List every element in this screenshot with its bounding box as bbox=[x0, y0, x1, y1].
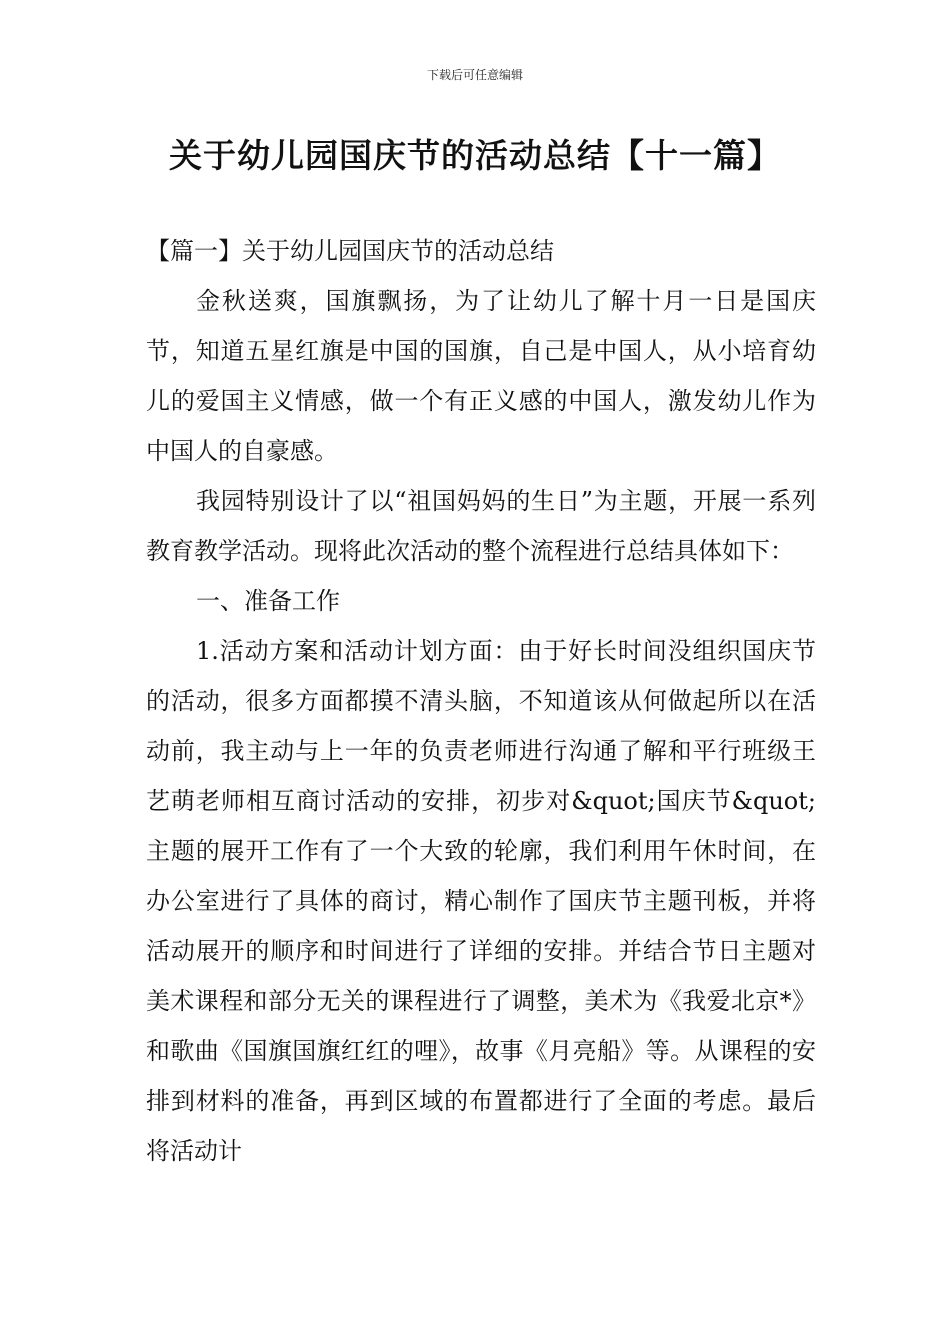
header-note: 下载后可任意编辑 bbox=[426, 68, 523, 82]
paragraph-plan: 1.活动方案和活动计划方面：由于好长时间没组织国庆节的活动，很多方面都摸不清头脑，不知道该从何做起所以在活动前，我主动与上一年的负责老师进行沟通了解和平行班级王艺萌老师相互商讨活动的安排，初步对&quot;国庆节&quot;主题的展开工作有了一个大致的轮廓，我们利用午休时间，在办公室进行了具体的商讨，精心制作了国庆节主题刊板，并将活动展开的顺序和时间进行了详细的安排。并结合节日主题对美术课程和部分无关的课程进行了调整，美术为《我爱北京*》和歌曲《国旗国旗红红的哩》，故事《月亮船》等。从课程的安排到材料的准备，再到区域的布置都进行了全面的考虑。最后将活动计 bbox=[146, 637, 816, 1165]
subheading-preparation: 一、准备工作 bbox=[196, 587, 340, 615]
document-title: 关于幼儿园国庆节的活动总结【十一篇】 bbox=[169, 136, 781, 175]
paragraph-intro: 金秋送爽，国旗飘扬，为了让幼儿了解十月一日是国庆节，知道五星红旗是中国的国旗，自己是中国人，从小培育幼儿的爱国主义情感，做一个有正义感的中国人，激发幼儿作为中国人的自豪感。 bbox=[146, 287, 816, 465]
document-body bbox=[146, 226, 816, 1176]
section-heading: 【篇一】关于幼儿园国庆节的活动总结 bbox=[146, 237, 554, 265]
paragraph-theme: 我园特别设计了以“祖国妈妈的生日”为主题，开展一系列教育教学活动。现将此次活动的整个流程进行总结具体如下： bbox=[146, 487, 816, 565]
